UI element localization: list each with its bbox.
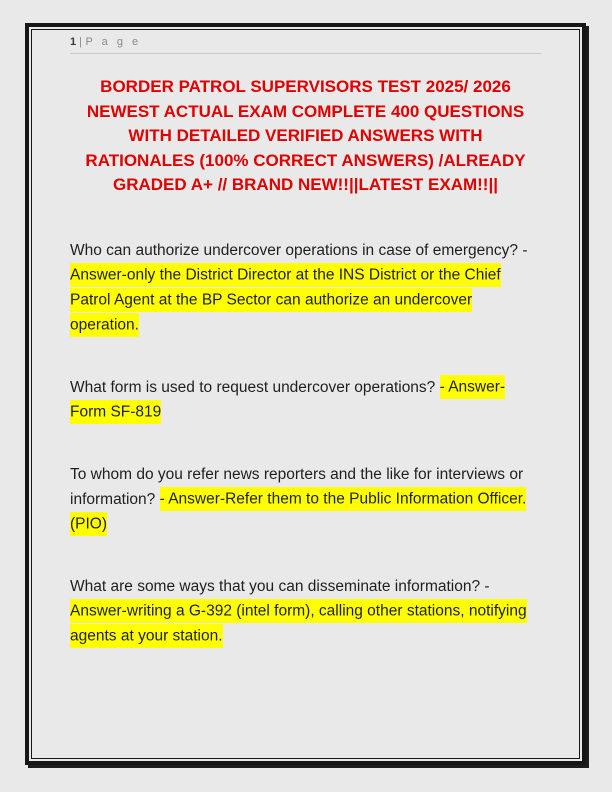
- question-text: What form is used to request undercover operations?: [70, 378, 440, 396]
- page-header-separator: |: [79, 36, 83, 48]
- title-line: NEWEST ACTUAL EXAM COMPLETE 400 QUESTIONS: [86, 101, 525, 121]
- question-text: To whom do you refer news reporters and the like for interviews or information?: [70, 465, 524, 508]
- page-number: 1: [70, 36, 77, 48]
- document-title: [70, 75, 541, 198]
- title-line: WITH DETAILED VERIFIED ANSWERS WITH: [128, 126, 483, 145]
- qa-block: [70, 375, 541, 425]
- title-line: BORDER PATROL SUPERVISORS TEST 2025/ 2026: [100, 77, 511, 96]
- question-text: What are some ways that you can disseminate information? -: [70, 577, 490, 595]
- highlighted-answer: - Answer-Form SF-819: [70, 375, 505, 424]
- document-page-border: [25, 23, 586, 765]
- title-line: GRADED A+ // BRAND NEW!!||LATEST EXAM!!||: [113, 175, 498, 194]
- page-header: [70, 36, 541, 54]
- title-line: RATIONALES (100% CORRECT ANSWERS) /ALREADY: [85, 150, 526, 170]
- qa-block: [70, 462, 541, 537]
- question-text: Who can authorize undercover operations in case of emergency? -: [70, 241, 528, 259]
- question-answer-section: [70, 238, 541, 649]
- qa-block: [70, 574, 541, 649]
- highlighted-answer: - Answer-Refer them to the Public Information Officer. (PIO): [70, 487, 526, 536]
- qa-block: [70, 238, 541, 338]
- highlighted-answer: Answer-only the District Director at the INS District or the Chief Patrol Agent at the BP Sector can authorize an undercover operation.: [70, 263, 501, 337]
- document-page: [32, 30, 579, 649]
- highlighted-answer: Answer-writing a G-392 (intel form), calling other stations, notifying agents at your station.: [70, 599, 527, 648]
- page-header-label: P a g e: [85, 36, 142, 48]
- document-page-inner-border: [31, 29, 580, 759]
